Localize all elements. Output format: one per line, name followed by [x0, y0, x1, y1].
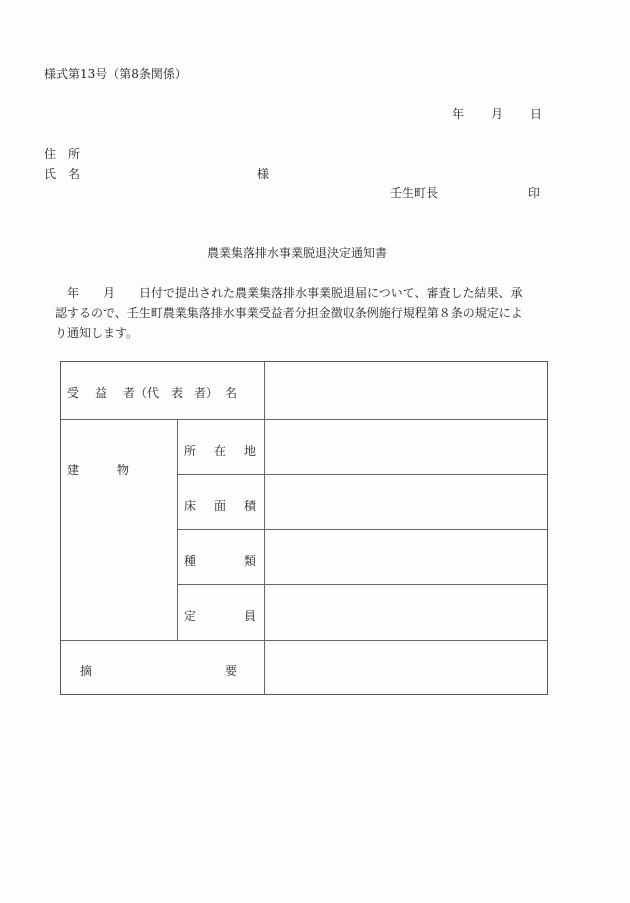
label-char: 地	[244, 444, 257, 458]
seal-mark: 印	[528, 186, 541, 200]
label-char: 面	[214, 499, 227, 513]
beneficiary-name-value[interactable]	[265, 362, 548, 419]
capacity-value[interactable]	[265, 585, 548, 640]
label-char: 種	[184, 554, 197, 568]
details-table	[60, 361, 548, 695]
label-char: 摘	[80, 664, 93, 678]
date-year-label: 年	[452, 107, 465, 121]
date-day-label: 日	[530, 107, 543, 121]
date-month-label: 月	[491, 107, 504, 121]
body-line-1: 年 月 日付で提出された農業集落排水事業脱退届について、審査した結果、承	[55, 286, 523, 300]
floor-area-value[interactable]	[265, 475, 548, 529]
body-line-3: り通知します。	[55, 326, 139, 340]
label-char: 要	[225, 664, 238, 678]
location-value[interactable]	[265, 420, 548, 474]
label-char: 物	[117, 463, 130, 477]
label-char: 受	[67, 386, 80, 400]
label-char: 所	[184, 444, 197, 458]
label-char: 類	[244, 554, 257, 568]
label-char: 者）	[194, 386, 219, 400]
label-char: 者（代	[123, 386, 160, 400]
body-line-2: 認するので、壬生町農業集落排水事業受益者分担金徴収条例施行規程第８条の規定によ	[55, 306, 523, 320]
label-char: 名	[225, 386, 238, 400]
form-number: 様式第13号（第8条関係）	[44, 67, 187, 81]
issuer-title: 壬生町長	[390, 186, 439, 200]
remarks-value[interactable]	[265, 641, 548, 695]
label-char: 床	[184, 499, 197, 513]
label-char: 表	[171, 386, 184, 400]
label-char: 員	[244, 609, 257, 623]
address-label: 住 所	[44, 147, 81, 161]
label-char: 定	[184, 609, 197, 623]
name-label: 氏 名	[44, 167, 81, 181]
document-title: 農業集落排水事業脱退決定通知書	[207, 246, 388, 260]
label-char: 建	[67, 463, 80, 477]
honorific-label: 様	[257, 167, 270, 181]
label-char: 在	[214, 444, 227, 458]
label-char: 益	[95, 386, 108, 400]
label-char: 積	[244, 499, 257, 513]
type-value[interactable]	[265, 530, 548, 584]
